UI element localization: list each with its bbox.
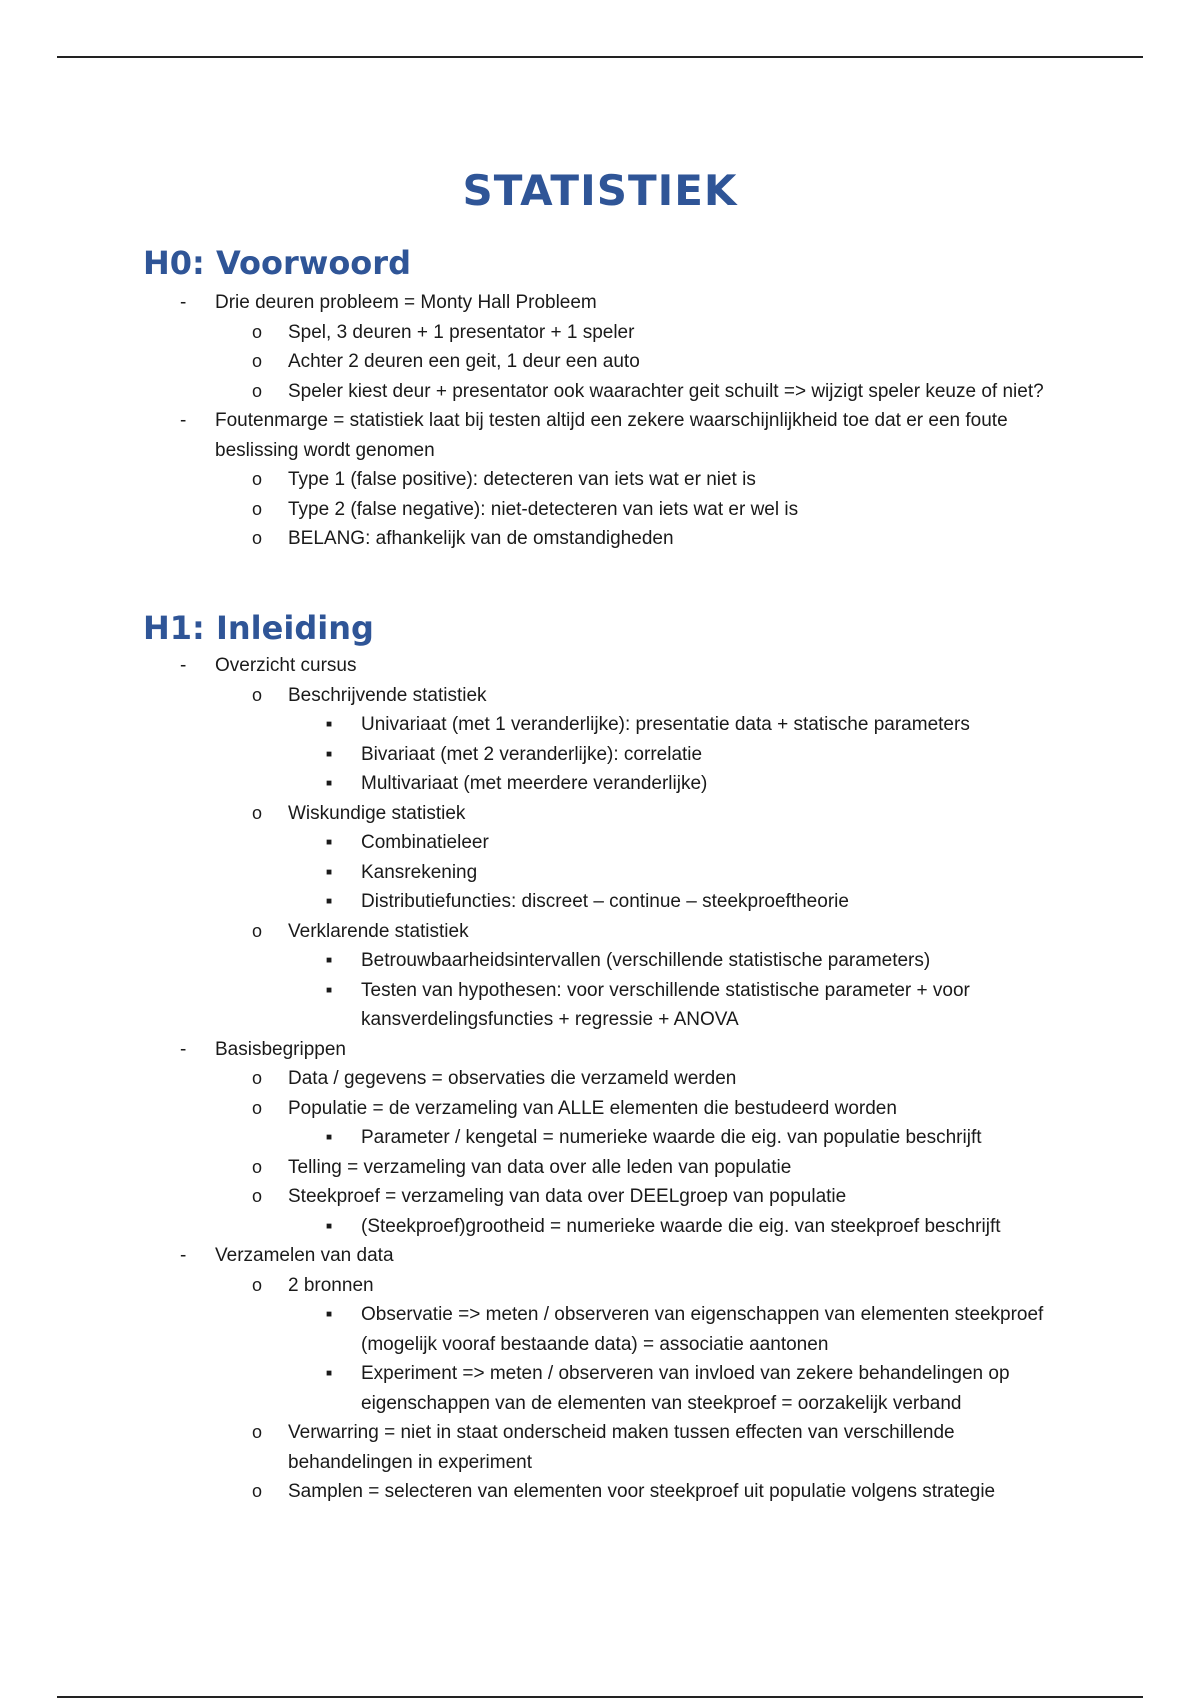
list-item-text: Distributiefuncties: discreet – continue – steekproeftheorie	[361, 891, 849, 912]
top-rule	[57, 56, 1143, 58]
sub-sub-list	[0, 828, 1200, 917]
sub-sub-list-item	[0, 1123, 1200, 1153]
list-item-text: Spel, 3 deuren + 1 presentator + 1 speler	[288, 321, 635, 343]
bullet-marker: o	[252, 1068, 263, 1088]
sub-list-item	[0, 917, 1200, 1035]
sub-sub-list-item	[0, 1359, 1200, 1418]
sub-sub-list-item	[0, 1212, 1200, 1242]
list-item-text: Overzicht cursus	[215, 655, 357, 676]
sub-list-item	[0, 1094, 1200, 1153]
sub-sub-list	[0, 946, 1200, 1035]
section-heading-h0: H0: Voorwoord	[143, 244, 411, 282]
bullet-marker: o	[252, 1156, 263, 1177]
sub-sub-list	[0, 1123, 1200, 1153]
bullet-marker: o	[252, 498, 263, 519]
list-item-text: Type 2 (false negative): niet-detecteren van iets wat er wel is	[288, 498, 799, 520]
list-item-text: Verklarende statistiek	[288, 920, 469, 942]
bottom-rule	[57, 1696, 1143, 1698]
sub-sub-list	[0, 1300, 1200, 1418]
sub-list-item	[0, 1418, 1200, 1477]
bullet-marker: ■	[326, 866, 333, 878]
bullet-marker: o	[252, 1422, 263, 1442]
list-item-text: Multivariaat (met meerdere veranderlijke)	[361, 773, 708, 794]
list-item-text: Verzamelen van data	[215, 1245, 394, 1266]
sub-list-item	[0, 465, 1200, 495]
list-item-text: Observatie => meten / observeren van eigenschappen van elementen steekproef (mogelijk vooraf bestaande data) = associatie aantonen	[361, 1304, 1044, 1355]
sub-list-item	[0, 1153, 1200, 1183]
list-item-text: Foutenmarge = statistiek laat bij testen altijd een zekere waarschijnlijkheid toe dat er een foute beslissing wordt genomen	[215, 410, 1008, 461]
bullet-marker: -	[180, 410, 187, 431]
sub-list	[0, 318, 1200, 407]
list-item-text: Univariaat (met 1 veranderlijke): presentatie data + statische parameters	[361, 714, 970, 735]
list-item	[0, 288, 1200, 406]
sub-list-item	[0, 1064, 1200, 1094]
bullet-marker: ■	[326, 984, 333, 996]
bullet-marker: -	[180, 655, 187, 676]
list-item-text: Type 1 (false positive): detecteren van iets wat er niet is	[288, 469, 756, 490]
sub-list-item	[0, 495, 1200, 525]
bullet-marker: ■	[326, 837, 333, 848]
sub-sub-list	[0, 1212, 1200, 1242]
list-item-text: Combinatieleer	[361, 832, 489, 853]
bullet-marker: o	[252, 380, 263, 401]
sub-list	[0, 1064, 1200, 1241]
list-item-text: 2 bronnen	[288, 1274, 374, 1296]
list-item	[0, 651, 1200, 1035]
list-item-text: Testen van hypothesen: voor verschillende statistische parameter + voor kansverdelingsfuncties + regressie + ANOVA	[361, 979, 970, 1030]
bullet-marker: ■	[326, 719, 333, 730]
sub-sub-list-item	[0, 828, 1200, 858]
list-item-text: Achter 2 deuren een geit, 1 deur een auto	[288, 351, 640, 372]
list-item	[0, 1241, 1200, 1507]
bullet-marker: ■	[326, 896, 333, 907]
bullet-marker: ■	[326, 748, 333, 760]
bullet-marker: -	[180, 1038, 187, 1060]
list-item-text: Kansrekening	[361, 861, 478, 883]
bullet-marker: ■	[326, 1309, 333, 1320]
bullet-marker: o	[252, 321, 263, 342]
list-item-text: (Steekproef)grootheid = numerieke waarde die eig. van steekproef beschrijft	[361, 1215, 1001, 1237]
bullet-marker: ■	[326, 1132, 333, 1143]
sub-list-item	[0, 681, 1200, 799]
list-item-text: Experiment => meten / observeren van invloed van zekere behandelingen op eigenschappen van de elementen van steekproef = oorzakelijk verband	[361, 1363, 1010, 1414]
sub-list-item	[0, 1271, 1200, 1419]
bullet-marker: o	[252, 469, 263, 489]
bullet-marker: o	[252, 1481, 263, 1501]
section-heading-h1: H1: Inleiding	[143, 609, 374, 647]
bullet-marker: ■	[326, 1368, 333, 1379]
sub-list	[0, 465, 1200, 554]
list-item-text: Telling = verzameling van data over alle leden van populatie	[288, 1156, 792, 1178]
bullet-marker: o	[252, 351, 263, 371]
bullet-list	[0, 651, 1200, 1507]
bullet-marker: o	[252, 1186, 263, 1206]
list-item-text: Verwarring = niet in staat onderscheid maken tussen effecten van verschillende behandelingen in experiment	[288, 1422, 955, 1473]
section-body-h0	[0, 288, 1200, 554]
bullet-marker: -	[180, 292, 187, 313]
sub-sub-list-item	[0, 946, 1200, 976]
sub-list-item	[0, 318, 1200, 348]
bullet-marker: ■	[326, 955, 333, 966]
sub-list-item	[0, 347, 1200, 377]
bullet-marker: o	[252, 528, 263, 548]
bullet-list	[0, 288, 1200, 554]
bullet-marker: ■	[326, 778, 333, 789]
sub-list	[0, 1271, 1200, 1507]
sub-sub-list-item	[0, 858, 1200, 888]
sub-list-item	[0, 377, 1200, 407]
bullet-marker: o	[252, 920, 263, 941]
list-item-text: Steekproef = verzameling van data over DEELgroep van populatie	[288, 1186, 847, 1207]
bullet-marker: o	[252, 802, 263, 823]
list-item	[0, 1035, 1200, 1242]
list-item	[0, 406, 1200, 554]
sub-list	[0, 681, 1200, 1035]
sub-sub-list-item	[0, 1300, 1200, 1359]
list-item-text: Populatie = de verzameling van ALLE elementen die bestudeerd worden	[288, 1097, 897, 1119]
list-item-text: Beschrijvende statistiek	[288, 684, 487, 706]
list-item-text: Drie deuren probleem = Monty Hall Probleem	[215, 292, 597, 313]
bullet-marker: ■	[326, 1220, 333, 1232]
section-body-h1	[0, 651, 1200, 1507]
sub-list-item	[0, 1182, 1200, 1241]
sub-sub-list-item	[0, 976, 1200, 1035]
sub-list-item	[0, 524, 1200, 554]
document-title: STATISTIEK	[462, 166, 738, 215]
list-item-text: Basisbegrippen	[215, 1038, 346, 1060]
list-item-text: Parameter / kengetal = numerieke waarde die eig. van populatie beschrijft	[361, 1127, 982, 1148]
sub-sub-list	[0, 710, 1200, 799]
list-item-text: Speler kiest deur + presentator ook waarachter geit schuilt => wijzigt speler keuze of niet?	[288, 380, 1044, 402]
list-item-text: Samplen = selecteren van elementen voor steekproef uit populatie volgens strategie	[288, 1481, 996, 1502]
list-item-text: Bivariaat (met 2 veranderlijke): correlatie	[361, 743, 703, 765]
bullet-marker: o	[252, 684, 263, 705]
sub-sub-list-item	[0, 740, 1200, 770]
bullet-marker: o	[252, 1274, 263, 1295]
list-item-text: BELANG: afhankelijk van de omstandigheden	[288, 528, 674, 549]
sub-list-item	[0, 1477, 1200, 1507]
sub-sub-list-item	[0, 887, 1200, 917]
sub-list-item	[0, 799, 1200, 917]
sub-sub-list-item	[0, 710, 1200, 740]
list-item-text: Data / gegevens = observaties die verzameld werden	[288, 1068, 737, 1089]
sub-sub-list-item	[0, 769, 1200, 799]
bullet-marker: -	[180, 1245, 187, 1266]
list-item-text: Wiskundige statistiek	[288, 802, 466, 824]
list-item-text: Betrouwbaarheidsintervallen (verschillende statistische parameters)	[361, 950, 931, 971]
bullet-marker: o	[252, 1097, 263, 1118]
